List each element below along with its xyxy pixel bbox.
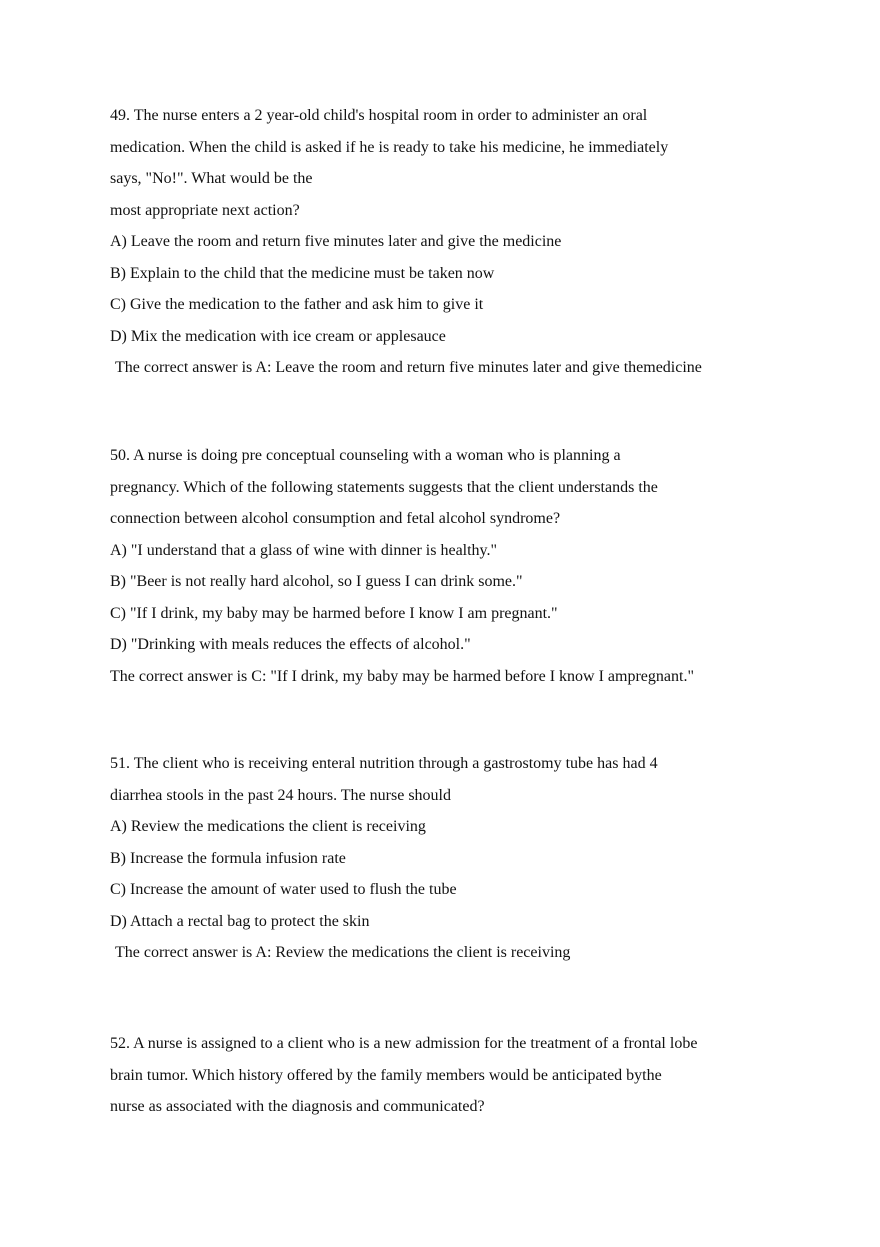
question-stem-line: medication. When the child is asked if he is ready to take his medicine, he immediately: [110, 138, 669, 156]
question-stem-line: 51. The client who is receiving enteral nutrition through a gastrostomy tube has had 4: [110, 755, 658, 772]
correct-answer: The correct answer is A: Leave the room and return five minutes later and give themedicine: [115, 359, 702, 376]
question-stem-line: pregnancy. Which of the following statements suggests that the client understands the: [110, 478, 658, 496]
answer-option: C) "If I drink, my baby may be harmed before I know I am pregnant.": [110, 604, 558, 622]
question-50: [110, 440, 810, 692]
answer-option: D) Attach a rectal bag to protect the skin: [110, 912, 370, 930]
answer-option: D) "Drinking with meals reduces the effects of alcohol.": [110, 636, 471, 653]
answer-option: C) Give the medication to the father and ask him to give it: [110, 296, 484, 313]
answer-option: A) Leave the room and return five minutes later and give the medicine: [110, 233, 562, 250]
question-stem-line: diarrhea stools in the past 24 hours. The nurse should: [110, 786, 451, 804]
question-52: [110, 1028, 810, 1123]
answer-option: A) Review the medications the client is receiving: [110, 818, 426, 835]
answer-option: B) Explain to the child that the medicine must be taken now: [110, 264, 495, 282]
question-stem-line: nurse as associated with the diagnosis and communicated?: [110, 1098, 485, 1115]
question-51: [110, 748, 810, 969]
question-stem-line: most appropriate next action?: [110, 201, 300, 219]
answer-option: C) Increase the amount of water used to flush the tube: [110, 881, 457, 898]
question-stem-line: says, "No!". What would be the: [110, 170, 313, 187]
question-stem-line: brain tumor. Which history offered by the family members would be anticipated bythe: [110, 1066, 662, 1084]
question-stem-line: 52. A nurse is assigned to a client who is a new admission for the treatment of a frontal lobe: [110, 1035, 698, 1052]
correct-answer: The correct answer is C: "If I drink, my baby may be harmed before I know I ampregnant.": [110, 667, 694, 685]
correct-answer: The correct answer is A: Review the medications the client is receiving: [115, 944, 571, 961]
question-stem-line: connection between alcohol consumption and fetal alcohol syndrome?: [110, 510, 561, 527]
question-stem-line: 49. The nurse enters a 2 year-old child's hospital room in order to administer an oral: [110, 107, 648, 124]
answer-option: B) Increase the formula infusion rate: [110, 849, 346, 867]
question-stem-line: 50. A nurse is doing pre conceptual counseling with a woman who is planning a: [110, 447, 621, 464]
answer-option: B) "Beer is not really hard alcohol, so I guess I can drink some.": [110, 573, 523, 590]
question-49: [110, 100, 810, 384]
answer-option: D) Mix the medication with ice cream or applesauce: [110, 327, 446, 345]
answer-option: A) "I understand that a glass of wine with dinner is healthy.": [110, 541, 498, 559]
